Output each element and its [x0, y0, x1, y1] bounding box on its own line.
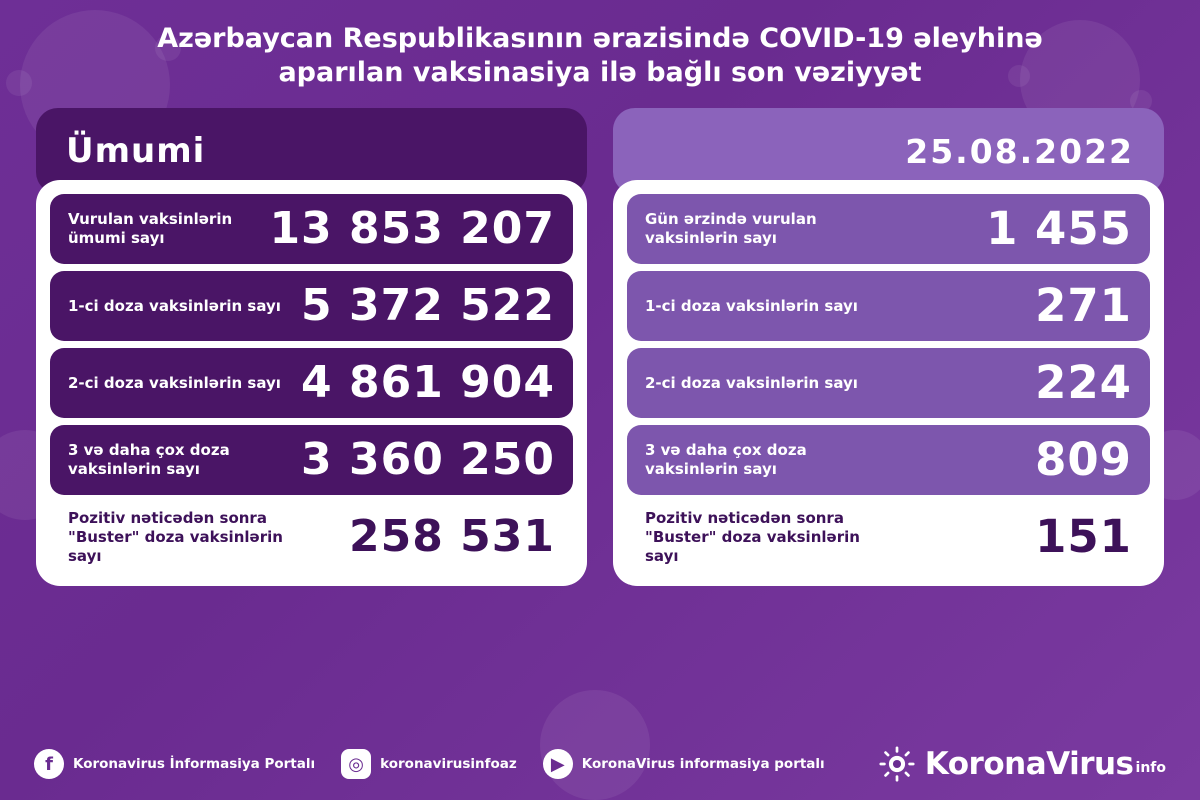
- stat-label: Pozitiv nəticədən sonra "Buster" doza vaksinlərin sayı: [645, 508, 860, 565]
- facebook-icon: f: [34, 749, 64, 779]
- page-title: Azərbaycan Respublikasının ərazisində COVID-19 əleyhinə aparılan vaksinasiya ilə bağlı son vəziyyət: [157, 23, 1043, 88]
- stat-value: 224: [1035, 356, 1132, 409]
- stat-row: [50, 271, 573, 341]
- daily-stats-card: [613, 180, 1164, 586]
- stat-row: [50, 425, 573, 495]
- coronavirus-logo-icon: [879, 746, 915, 782]
- youtube-icon: ▶: [543, 749, 573, 779]
- stat-value: 809: [1035, 433, 1132, 486]
- brand-suffix: info: [1135, 760, 1166, 776]
- stat-label: Pozitiv nəticədən sonra "Buster" doza vaksinlərin sayı: [68, 508, 283, 565]
- stat-label: 2-ci doza vaksinlərin sayı: [68, 373, 281, 392]
- stat-row: [50, 348, 573, 418]
- youtube-label: KoronaVirus informasiya portalı: [581, 756, 825, 772]
- stat-label: Gün ərzində vurulan vaksinlərin sayı: [645, 210, 817, 247]
- stat-row: [627, 425, 1150, 495]
- daily-column: [613, 108, 1164, 586]
- brand-logo[interactable]: [879, 746, 1166, 782]
- stat-label: 1-ci doza vaksinlərin sayı: [645, 296, 858, 315]
- instagram-icon: ◎: [341, 749, 371, 779]
- stat-row: [627, 348, 1150, 418]
- stat-label: Vurulan vaksinlərin ümumi sayı: [68, 210, 233, 247]
- stat-label: 2-ci doza vaksinlərin sayı: [645, 373, 858, 392]
- facebook-link[interactable]: [34, 749, 315, 779]
- stat-value: 3 360 250: [301, 434, 555, 485]
- instagram-link[interactable]: [341, 749, 517, 779]
- stats-columns: [0, 90, 1200, 586]
- facebook-label: Koronavirus İnformasiya Portalı: [73, 756, 316, 772]
- stat-value: 151: [1035, 510, 1132, 563]
- youtube-link[interactable]: [543, 749, 825, 779]
- brand-name: KoronaVirus: [924, 746, 1134, 782]
- stat-label: 3 və daha çox doza vaksinlərin sayı: [68, 441, 230, 478]
- stat-label: 3 və daha çox doza vaksinlərin sayı: [645, 441, 807, 478]
- stat-row: [627, 502, 1150, 572]
- stat-value: 4 861 904: [301, 357, 555, 408]
- stat-row: [50, 502, 573, 572]
- total-stats-card: [36, 180, 587, 586]
- stat-value: 258 531: [348, 511, 555, 562]
- stat-value: 271: [1035, 279, 1132, 332]
- stat-row: [627, 271, 1150, 341]
- stat-value: 5 372 522: [301, 280, 555, 331]
- stat-row: [50, 194, 573, 264]
- stat-label: 1-ci doza vaksinlərin sayı: [68, 296, 281, 315]
- report-date: 25.08.2022: [905, 131, 1134, 171]
- footer: [0, 728, 1200, 800]
- instagram-label: koronavirusinfoaz: [380, 756, 517, 772]
- stat-value: 1 455: [986, 202, 1132, 255]
- stat-row: [627, 194, 1150, 264]
- total-column-title: Ümumi: [66, 131, 206, 171]
- stat-value: 13 853 207: [269, 203, 555, 254]
- total-column: [36, 108, 587, 586]
